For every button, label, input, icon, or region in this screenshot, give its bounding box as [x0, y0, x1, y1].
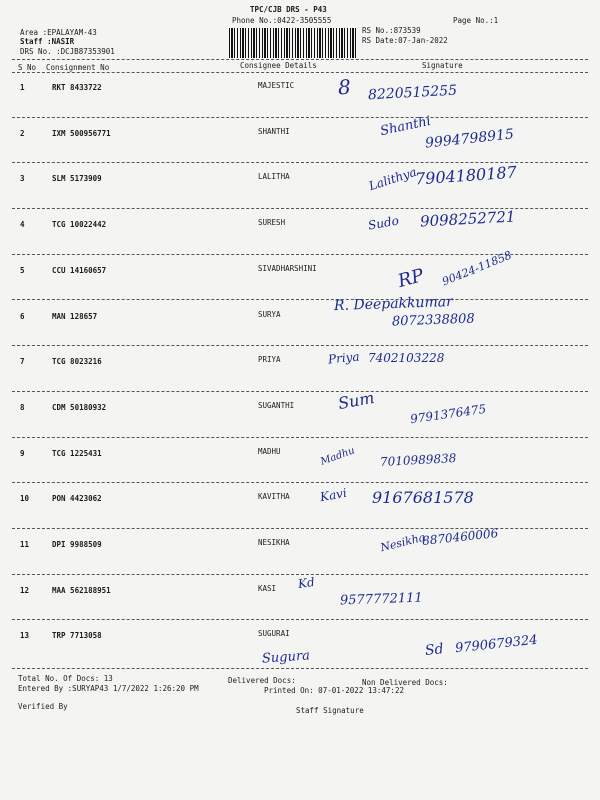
- col-sno: S No: [18, 63, 37, 72]
- divider: [12, 59, 588, 60]
- sheet-title: TPC/CJB DRS - P43: [250, 5, 327, 14]
- handwritten-signature: Sd: [424, 641, 445, 659]
- table-row: [0, 486, 600, 536]
- row-consignee: SURYA: [258, 309, 281, 319]
- verified-by-label: Verified By: [18, 702, 68, 711]
- row-sno: 11: [20, 540, 30, 549]
- row-sno: 2: [20, 128, 25, 138]
- divider: [12, 391, 588, 392]
- handwritten-signature: Shanthi: [378, 113, 433, 139]
- row-sno: 12: [20, 585, 30, 595]
- row-sno: 6: [20, 311, 25, 321]
- handwritten-signature: Nesikha: [379, 530, 427, 555]
- col-consignment: Consignment No: [46, 63, 110, 72]
- divider: [12, 437, 588, 438]
- row-consignee: KAVITHA: [258, 492, 290, 502]
- handwritten-phone: 8072338808: [391, 311, 475, 329]
- row-consignment: TCG 10022442: [52, 220, 107, 230]
- handwritten-signature: Kavi: [318, 486, 348, 505]
- handwritten-signature: Sudo: [367, 213, 400, 233]
- row-sno: 13: [20, 631, 30, 641]
- table-row: [0, 293, 600, 354]
- phone-number: Phone No.:0422-3505555: [232, 16, 332, 25]
- row-consignment: CDM 50180932: [52, 402, 107, 412]
- table-row: [0, 74, 600, 125]
- row-consignment: DPI 9988509: [52, 540, 102, 549]
- table-row: [0, 526, 600, 582]
- handwritten-signature: Priya: [327, 349, 361, 367]
- row-consignment: MAA 562188951: [52, 585, 111, 595]
- divider: [12, 117, 588, 118]
- handwritten-signature: Sugura: [261, 648, 311, 667]
- row-consignment: IXM 500956771: [52, 128, 111, 138]
- row-consignment: TRP 7713058: [52, 631, 102, 641]
- table-row: [0, 349, 600, 399]
- row-consignment: TCG 8023216: [52, 357, 102, 367]
- row-consignee: LALITHA: [258, 172, 290, 182]
- row-consignment: CCU 14160657: [52, 265, 107, 275]
- handwritten-phone: 7010989838: [379, 450, 457, 469]
- handwritten-phone: 9790679324: [454, 633, 539, 657]
- divider: [12, 482, 588, 483]
- handwritten-phone: 9577772111: [339, 590, 423, 609]
- divider: [12, 619, 588, 620]
- entered-by: Entered By :SURYAP43 1/7/2022 1:26:20 PM: [18, 684, 199, 693]
- rs-date: RS Date:07-Jan-2022: [362, 36, 448, 45]
- barcode: [229, 28, 357, 58]
- row-consignee: SHANTHI: [258, 126, 290, 136]
- col-consignee: Consignee Details: [240, 61, 317, 70]
- table-row: [0, 387, 600, 445]
- row-consignee: PRIYA: [258, 355, 281, 365]
- row-sno: 8: [20, 402, 25, 412]
- handwritten-phone: 9167681578: [372, 488, 474, 508]
- area-label: Area :EPALAYAM-43: [20, 28, 97, 37]
- handwritten-phone: 7904180187: [414, 162, 518, 189]
- handwritten-signature: RP: [395, 264, 426, 292]
- row-sno: 3: [20, 174, 25, 184]
- handwritten-signature: 8: [337, 74, 352, 100]
- handwritten-phone: 7402103228: [368, 351, 445, 366]
- row-consignment: PON 4423062: [52, 494, 102, 504]
- divider: [12, 528, 588, 529]
- non-delivered-docs: Non Delivered Docs:: [362, 678, 448, 687]
- divider: [12, 299, 588, 300]
- staff-label: Staff :NASIR: [20, 37, 75, 46]
- handwritten-signature: Lalithya: [367, 165, 419, 194]
- delivered-docs: Delivered Docs:: [228, 676, 296, 685]
- handwritten-signature: Kd: [297, 574, 316, 591]
- row-sno: 5: [20, 265, 25, 275]
- handwritten-signature: R. Deepakkumar: [333, 293, 454, 314]
- table-row: [0, 445, 600, 491]
- handwritten-phone: 9994798915: [424, 126, 515, 152]
- row-sno: 9: [20, 448, 25, 458]
- row-consignee: KASI: [258, 583, 277, 593]
- drs-number: DRS No. :DCJB87353901: [20, 47, 115, 56]
- row-consignee: MAJESTIC: [258, 81, 295, 90]
- table-row: [0, 248, 600, 308]
- divider: [12, 668, 588, 669]
- row-consignment: SLM 5173909: [52, 174, 102, 184]
- row-consignee: SUGANTHI: [258, 400, 295, 410]
- handwritten-signature: Sum: [336, 387, 376, 413]
- handwritten-signature: Madhu: [319, 444, 357, 468]
- row-sno: 7: [20, 357, 25, 367]
- table-row: [0, 574, 600, 628]
- row-sno: 1: [20, 83, 25, 92]
- row-consignee: SURESH: [258, 218, 286, 228]
- rs-number: RS No.:873539: [362, 26, 421, 35]
- total-docs: Total No. Of Docs: 13: [18, 674, 113, 683]
- divider: [12, 345, 588, 346]
- handwritten-phone: 9791376475: [409, 401, 487, 427]
- handwritten-phone: 9098252721: [419, 207, 516, 231]
- col-signature: Signature: [422, 61, 463, 70]
- row-sno: 4: [20, 220, 25, 230]
- row-consignment: MAN 128657: [52, 311, 98, 321]
- handwritten-phone: 8870460006: [421, 526, 499, 548]
- handwritten-phone: 8220515255: [367, 82, 458, 104]
- row-sno: 10: [20, 494, 30, 504]
- row-consignee: SUGURAI: [258, 629, 290, 639]
- divider: [12, 574, 588, 575]
- row-consignment: TCG 1225431: [52, 448, 102, 458]
- staff-signature-label: Staff Signature: [296, 706, 364, 715]
- page-number: Page No.:1: [453, 16, 499, 25]
- handwritten-phone: 90424-11858: [440, 248, 514, 289]
- row-consignee: SIVADHARSHINI: [258, 263, 317, 273]
- divider: [12, 72, 588, 73]
- row-consignment: RKT 8433722: [52, 83, 102, 92]
- row-consignee: MADHU: [258, 446, 281, 456]
- printed-on: Printed On: 07-01-2022 13:47:22: [264, 686, 404, 695]
- row-consignee: NESIKHA: [258, 538, 290, 547]
